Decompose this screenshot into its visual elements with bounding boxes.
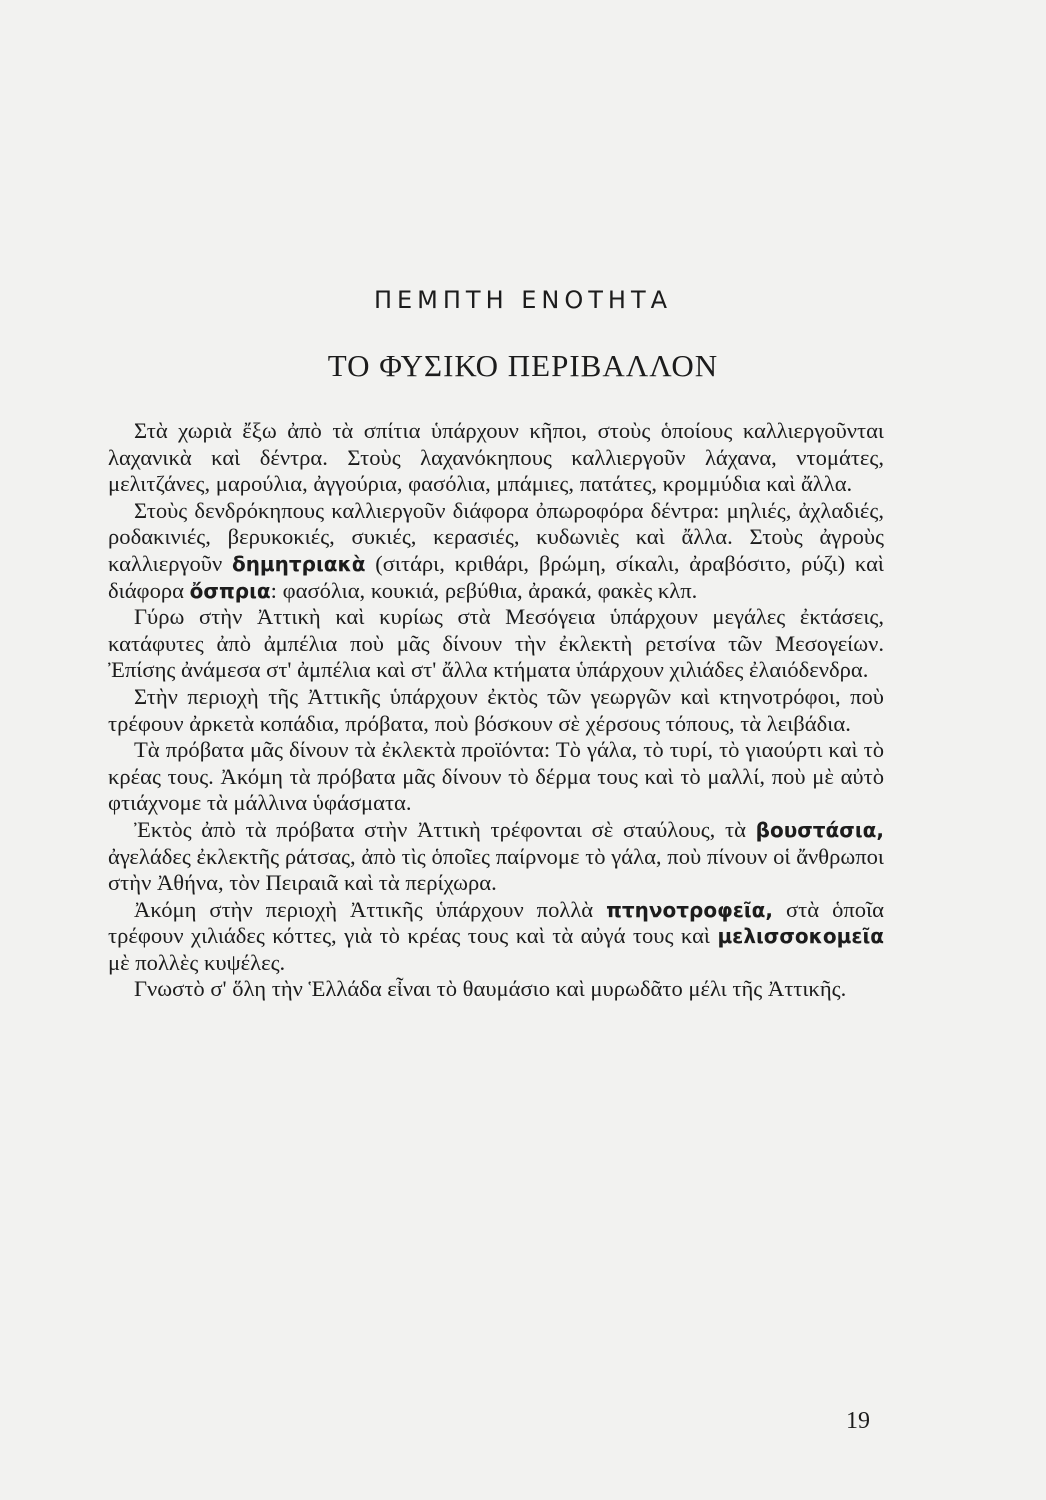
section-heading: ΠΕΜΠΤΗ ΕΝΟΤΗΤΑ bbox=[373, 286, 673, 314]
paragraph-sheep-products bbox=[108, 737, 884, 817]
paragraph-text: Γνωστὸ σ' ὅλη τὴν Ἑλλάδα εἶναι τὸ θαυμάσιο καὶ μυρωδᾶτο μέλι τῆς Ἀττικῆς. bbox=[134, 976, 847, 1002]
paragraph-text: (σιτάρι, κριθάρι, βρώμη, σίκαλι, ἀραβόσιτο, ρύζι) καὶ διάφορα bbox=[108, 550, 884, 603]
bold-term-apiaries: μελισσοκομεῖα bbox=[717, 924, 884, 949]
body-text bbox=[108, 418, 884, 1003]
paragraph-text: στὰ ὁποῖα τρέφουν χιλιάδες κόττες, γιὰ τὸ κρέας τους καὶ τὰ αὐγά τους καὶ bbox=[108, 896, 884, 949]
paragraph-text: Τὰ πρόβατα μᾶς δίνουν τὰ ἐκλεκτὰ προϊόντα: Τὸ γάλα, τὸ τυρί, τὸ γιαούρτι καὶ τὸ κρέας τους. Ἀκόμη τὰ πρόβατα μᾶς δίνουν τὸ δέρμα τους καὶ τὸ μαλλί, ποὺ μὲ αὐτὸ φτιάχνομε τὰ μάλλινα ὑφάσματα. bbox=[108, 737, 884, 816]
paragraph-poultry-bees bbox=[108, 897, 884, 977]
paragraph-text: Στὴν περιοχὴ τῆς Ἀττικῆς ὑπάρχουν ἐκτὸς τῶν γεωργῶν καὶ κτηνοτρόφοι, ποὺ τρέφουν ἀρκετὰ κοπάδια, πρόβατα, ποὺ βόσκουν σὲ χέρσους τόπους, τὰ λειβάδια. bbox=[108, 683, 884, 736]
paragraph-text: Στοὺς δενδρόκηπους καλλιεργοῦν διάφορα ὀπωροφόρα δέντρα: μηλιές, ἀχλαδιές, ροδακινιές, βερυκοκιές, συκιές, κερασιές, κυδωνιὲς καὶ ἄλλα. Στοὺς ἀγροὺς καλλιεργοῦν bbox=[108, 497, 884, 576]
bold-term-cowsheds: βουστάσια, bbox=[755, 817, 884, 842]
paragraph-dairy bbox=[108, 817, 884, 897]
chapter-title: ΤΟ ΦΥΣΙΚΟ ΠΕΡΙΒΑΛΛΟΝ bbox=[327, 348, 719, 383]
paragraph-text: Γύρω στὴν Ἀττικὴ καὶ κυρίως στὰ Μεσόγεια ὑπάρχουν μεγάλες ἐκτάσεις, κατάφυτες ἀπὸ ἀμπέλια ποὺ μᾶς δίνουν τὴν ἐκλεκτὴ ρετσίνα τῶν Μεσογείων. Ἐπίσης ἀνάμεσα στ' ἀμπέλια καὶ στ' ἄλλα κτήματα ὑπάρχουν χιλιάδες ἐλαιόδενδρα. bbox=[108, 604, 884, 683]
bold-term-legumes: ὄσπρια bbox=[189, 578, 271, 603]
paragraph-text: Ἐκτὸς ἀπὸ τὰ πρόβατα στὴν Ἀττικὴ τρέφονται σὲ σταύλους, τὰ bbox=[134, 816, 756, 842]
paragraph-text: Ἀκόμη στὴν περιοχὴ Ἀττικῆς ὑπάρχουν πολλὰ bbox=[134, 896, 607, 922]
bold-term-cereals: δημητριακὰ bbox=[231, 551, 366, 576]
paragraph-orchards bbox=[108, 498, 884, 604]
paragraph-text: μὲ πολλὲς κυψέλες. bbox=[108, 949, 286, 975]
paragraph-livestock bbox=[108, 684, 884, 737]
bold-term-poultry-farms: πτηνοτροφεῖα, bbox=[606, 897, 774, 922]
paragraph-text: ἀγελάδες ἐκλεκτῆς ράτσας, ἀπὸ τὶς ὁποῖες παίρνομε τὸ γάλα, ποὺ πίνουν οἱ ἄνθρωποι στὴν Ἀθήνα, τὸν Πειραιᾶ καὶ τὰ περίχωρα. bbox=[108, 843, 884, 896]
paragraph-gardens bbox=[108, 418, 884, 498]
paragraph-vineyards bbox=[108, 604, 884, 684]
paragraph-text: : φασόλια, κουκιά, ρεβύθια, ἀρακά, φακὲς κλπ. bbox=[270, 577, 698, 603]
paragraph-honey bbox=[108, 976, 884, 1003]
page-number: 19 bbox=[846, 1408, 870, 1434]
paragraph-text: Στὰ χωριὰ ἔξω ἀπὸ τὰ σπίτια ὑπάρχουν κῆποι, στοὺς ὁποίους καλλιεργοῦνται λαχανικὰ καὶ δέντρα. Στοὺς λαχανόκηπους καλλιεργοῦν λάχανα, ντομάτες, μελιτζάνες, μαρούλια, ἀγγούρια, φασόλια, μπάμιες, πατάτες, κρομμύδια καὶ ἄλλα. bbox=[108, 418, 884, 497]
